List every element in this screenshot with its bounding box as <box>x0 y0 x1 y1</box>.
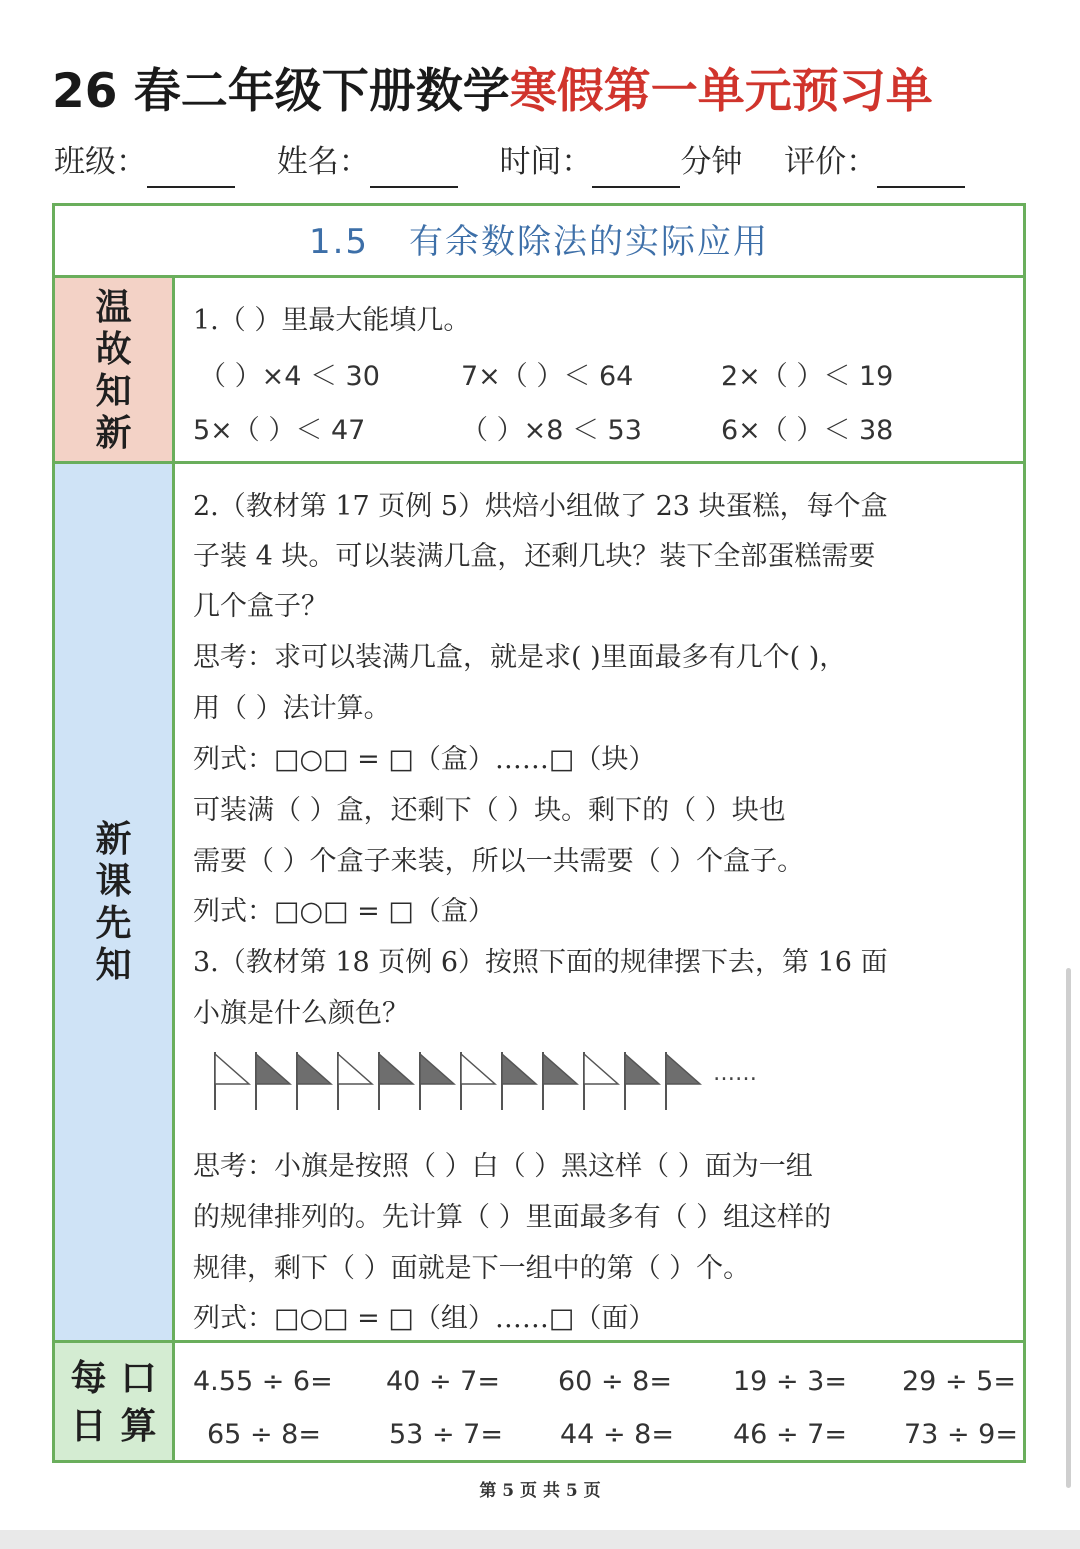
white-flag-icon <box>338 1052 372 1110</box>
preview-line: 可装满（ ）盒，还剩下（ ）块。剩下的（ ）块也 <box>193 795 786 826</box>
black-flag-icon <box>420 1052 454 1110</box>
eval-blank[interactable] <box>877 142 965 188</box>
flag-ellipsis: …… <box>713 1061 757 1086</box>
flag-sequence <box>213 1048 813 1118</box>
preview-content <box>193 468 1023 1343</box>
preview-line: 3.（教材第 18 页例 6）按照下面的规律摆下去，第 16 面 <box>193 947 888 978</box>
bottom-strip <box>0 1530 1080 1549</box>
daily-content <box>193 1346 1023 1460</box>
section-title: 有余数除法的实际应用 <box>409 222 770 262</box>
review-item: 6×（ ）＜ 38 <box>721 415 894 446</box>
mental-math-item: 53 ÷ 7= <box>389 1419 503 1450</box>
side-char: 口 <box>120 1356 157 1399</box>
review-item: （ ）×8 ＜ 53 <box>461 415 642 446</box>
page-footer: 第 5 页 共 5 页 <box>479 1481 601 1501</box>
mental-math-item: 60 ÷ 8= <box>558 1366 672 1397</box>
black-flag-icon <box>666 1052 700 1110</box>
black-flag-icon <box>502 1052 536 1110</box>
white-flag-icon <box>461 1052 495 1110</box>
student-info-row <box>54 136 1034 192</box>
black-flag-icon <box>625 1052 659 1110</box>
white-flag-icon <box>215 1052 249 1110</box>
class-blank[interactable] <box>147 142 235 188</box>
preview-line: 列式：□○□ = □（组）……□（面） <box>193 1303 656 1334</box>
side-char: 日 <box>70 1404 107 1447</box>
preview-line: 需要（ ）个盒子来装，所以一共需要（ ）个盒子。 <box>193 846 805 877</box>
mental-math-item: 44 ÷ 8= <box>560 1419 674 1450</box>
name-blank[interactable] <box>370 142 458 188</box>
preview-line: 列式：□○□ = □（盒） <box>193 896 495 927</box>
mental-math-item: 4.55 ÷ 6= <box>193 1366 333 1397</box>
side-label-preview: 新课先知 <box>55 464 175 1343</box>
preview-line: 的规律排列的。先计算（ ）里面最多有（ ）组这样的 <box>193 1202 832 1233</box>
eval-label: 评价： <box>784 144 878 180</box>
review-content <box>193 284 1023 464</box>
mental-math-item: 29 ÷ 5= <box>902 1366 1016 1397</box>
review-item: 5×（ ）＜ 47 <box>193 415 366 446</box>
mental-math-item: 73 ÷ 9= <box>904 1419 1018 1450</box>
black-flag-icon <box>297 1052 331 1110</box>
side-char: 每 <box>70 1356 107 1399</box>
mental-math-item: 46 ÷ 7= <box>733 1419 847 1450</box>
class-label: 班级： <box>54 144 147 180</box>
worksheet-table <box>52 203 1026 1463</box>
time-blank[interactable] <box>592 142 680 188</box>
time-label: 时间： <box>499 144 593 180</box>
black-flag-icon <box>256 1052 290 1110</box>
preview-line: 几个盒子？ <box>193 591 328 622</box>
white-flag-icon <box>584 1052 618 1110</box>
review-item: 7×（ ）＜ 64 <box>461 361 634 392</box>
preview-line: 规律，剩下（ ）面就是下一组中的第（ ）个。 <box>193 1253 751 1284</box>
mental-math-item: 65 ÷ 8= <box>207 1419 321 1450</box>
review-item: 2×（ ）＜ 19 <box>721 361 894 392</box>
title-grade: 26 春二年级下册数学 <box>52 64 510 119</box>
page-title <box>52 52 1042 132</box>
preview-line: 思考：求可以装满几盒，就是求( )里面最多有几个( )， <box>193 642 847 673</box>
minute-label: 分钟 <box>680 144 743 180</box>
preview-line: 2.（教材第 17 页例 5）烘焙小组做了 23 块蛋糕，每个盒 <box>193 491 888 522</box>
black-flag-icon <box>543 1052 577 1110</box>
preview-line: 列式：□○□ = □（盒）……□（块） <box>193 744 656 775</box>
preview-line: 用（ ）法计算。 <box>193 693 391 724</box>
side-label-review: 温故知新 <box>55 278 175 464</box>
review-item: （ ）×4 ＜ 30 <box>199 361 380 392</box>
preview-line: 思考：小旗是按照（ ）白（ ）黑这样（ ）面为一组 <box>193 1151 813 1182</box>
title-subject: 寒假第一单元预习单 <box>509 64 933 119</box>
mental-math-item: 19 ÷ 3= <box>733 1366 847 1397</box>
section-header <box>55 206 1023 278</box>
name-label: 姓名： <box>276 144 370 180</box>
preview-line: 子装 4 块。可以装满几盒，还剩几块？装下全部蛋糕需要 <box>193 541 876 572</box>
scrollbar[interactable] <box>1066 968 1071 1488</box>
side-label-daily <box>55 1343 175 1460</box>
black-flag-icon <box>379 1052 413 1110</box>
question-1: 1.（ ）里最大能填几。 <box>193 305 471 336</box>
mental-math-item: 40 ÷ 7= <box>386 1366 500 1397</box>
section-number: 1.5 <box>308 222 370 262</box>
preview-line: 小旗是什么颜色？ <box>193 998 409 1029</box>
side-char: 算 <box>120 1404 157 1447</box>
